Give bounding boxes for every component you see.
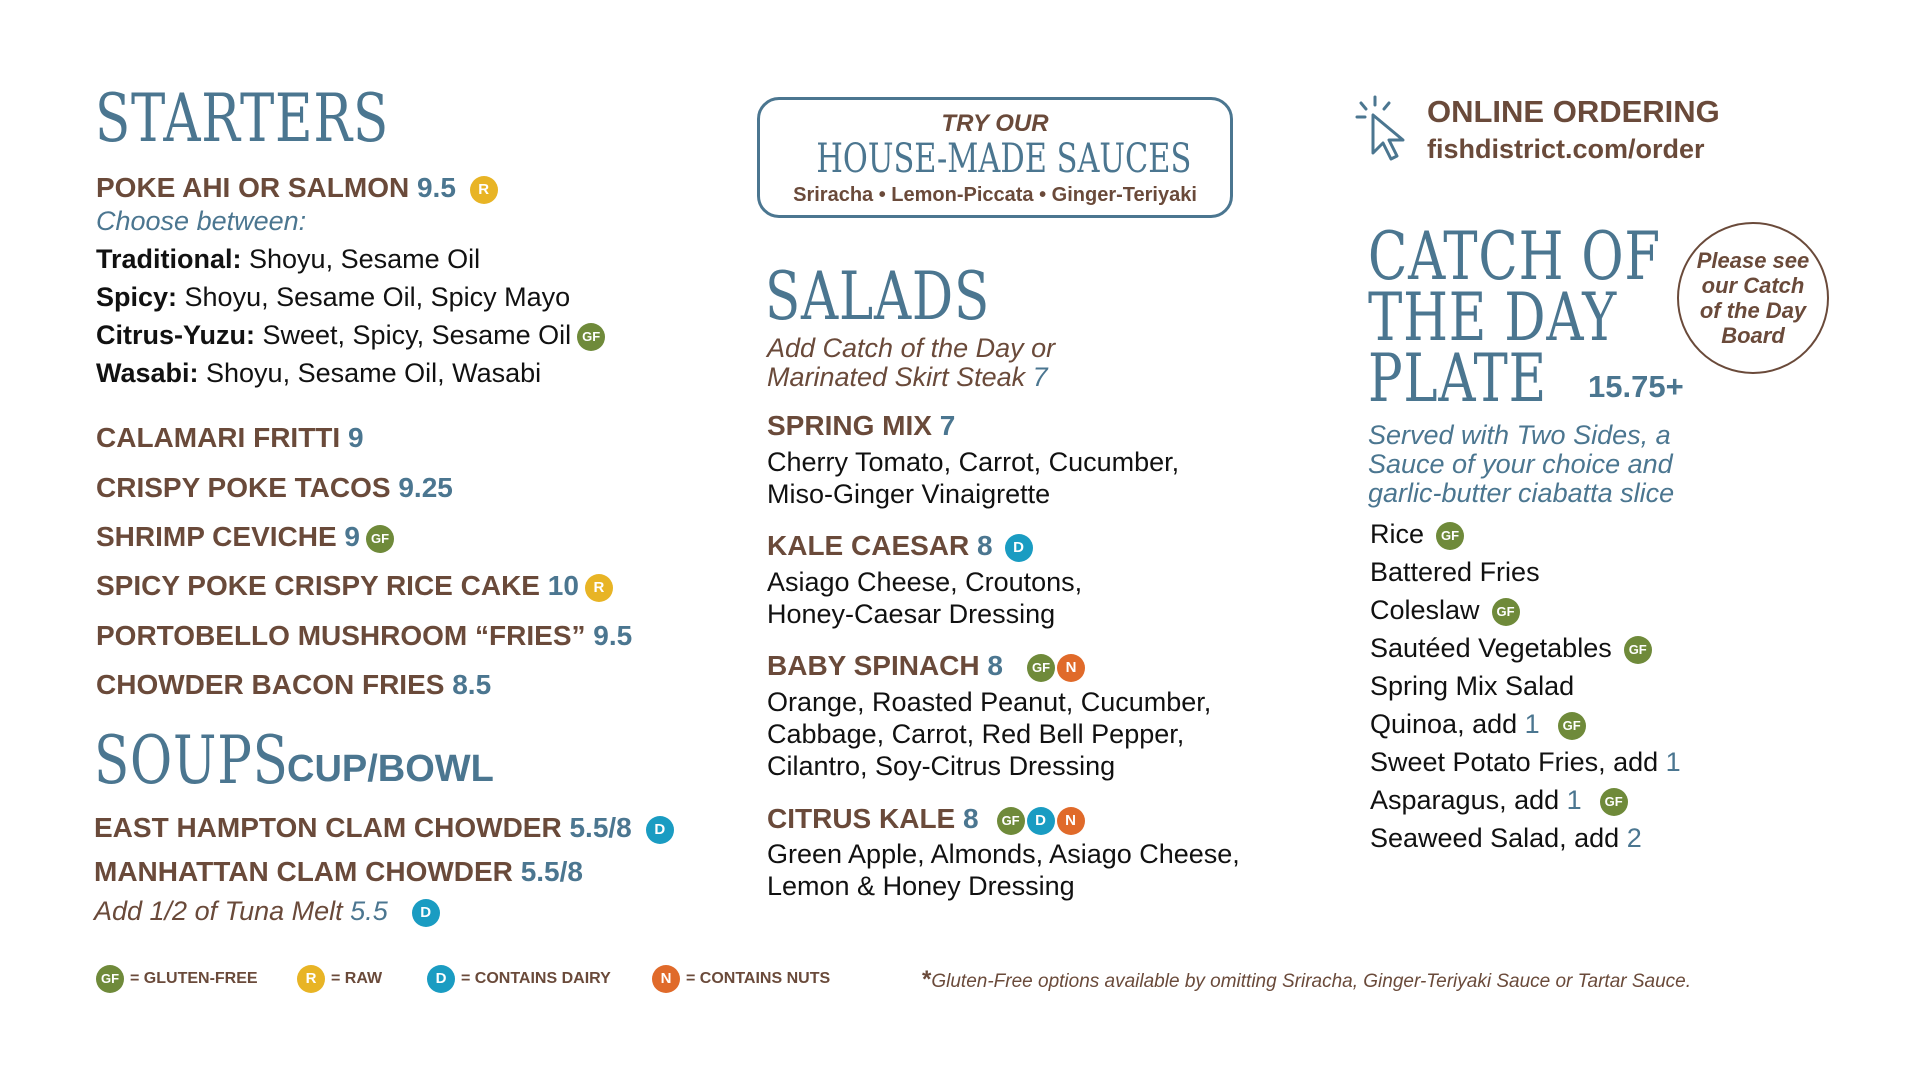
gf-badge-icon: GF [1492,598,1520,626]
gf-footnote: *Gluten-Free options available by omitting Sriracha, Ginger-Teriyaki Sauce or Tartar Sauce. [922,966,1692,993]
legend-gf: GF = GLUTEN-FREE [96,965,258,993]
starter-item-rice-cake: SPICY POKE CRISPY RICE CAKE 10 R [96,570,613,602]
salad-desc: Honey-Caesar Dressing [767,599,1056,629]
poke-option-spicy: Spicy: Shoyu, Sesame Oil, Spicy Mayo [96,282,571,312]
poke-price: 9.5 [416,172,456,203]
salads-note-1: Add Catch of the Day or [767,333,1056,363]
raw-badge-icon: R [585,574,613,602]
poke-choose: Choose between: [96,206,307,236]
starter-item-ceviche: SHRIMP CEVICHE 9 GF [96,521,394,553]
poke-option-wasabi: Wasabi: Shoyu, Sesame Oil, Wasabi [96,358,542,388]
side-item: Sweet Potato Fries, add 1 [1370,747,1681,777]
starter-item-bacon-fries: CHOWDER BACON FRIES 8.5 [96,669,492,700]
dairy-badge-icon: D [1005,534,1033,562]
side-item: Seaweed Salad, add 2 [1370,823,1642,853]
legend-nuts: N = CONTAINS NUTS [652,965,830,993]
soup-addon: Add 1/2 of Tuna Melt 5.5 D [94,896,440,927]
soup-item-manhattan: MANHATTAN CLAM CHOWDER 5.5/8 [94,856,583,887]
salad-item-spring-mix: SPRING MIX 7 [767,410,956,441]
side-item: Rice GF [1370,519,1464,550]
salad-desc: Asiago Cheese, Croutons, [767,567,1083,597]
cursor-click-icon [1355,95,1415,170]
catch-price: 15.75+ [1588,369,1684,404]
sauces-title: HOUSE-MADE SAUCES [816,136,1192,182]
soup-item-east-hampton: EAST HAMPTON CLAM CHOWDER 5.5/8 D [94,812,674,844]
salad-desc: Lemon & Honey Dressing [767,871,1075,901]
side-item: Spring Mix Salad [1370,671,1575,701]
dairy-badge-icon: D [646,816,674,844]
legend-dairy: D = CONTAINS DAIRY [427,965,611,993]
gf-badge-icon: GF [1027,654,1055,682]
catch-title-3: PLATE [1368,340,1548,417]
gf-badge-icon: GF [997,807,1025,835]
salad-desc: Cabbage, Carrot, Red Bell Pepper, [767,719,1185,749]
dairy-badge-icon: D [1027,807,1055,835]
catch-title-2: THE DAY [1368,279,1617,356]
starter-item-tacos: CRISPY POKE TACOS 9.25 [96,472,453,503]
nuts-badge-icon: N [652,965,680,993]
sauces-box [757,97,1233,218]
gf-badge-icon: GF [1436,522,1464,550]
soups-subtitle: CUP/BOWL [287,748,494,790]
gf-badge-icon: GF [1624,636,1652,664]
salad-desc: Miso-Ginger Vinaigrette [767,479,1051,509]
starter-item-mushroom: PORTOBELLO MUSHROOM “FRIES” 9.5 [96,620,633,651]
dairy-badge-icon: D [412,899,440,927]
starter-item-calamari: CALAMARI FRITTI 9 [96,422,364,453]
salad-item-baby-spinach: BABY SPINACH 8 GF N [767,650,1085,682]
salads-note-2: Marinated Skirt Steak 7 [767,362,1048,392]
salad-item-kale-caesar: KALE CAESAR 8 D [767,530,1033,562]
gf-badge-icon: GF [1558,712,1586,740]
online-ordering-url[interactable]: fishdistrict.com/order [1427,134,1705,164]
sauces-try: TRY OUR [941,110,1049,137]
dairy-badge-icon: D [427,965,455,993]
sauces-list: Sriracha • Lemon-Piccata • Ginger-Teriyaki [793,184,1197,206]
poke-option-traditional: Traditional: Shoyu, Sesame Oil [96,244,481,274]
salad-desc: Orange, Roasted Peanut, Cucumber, [767,687,1212,717]
gf-badge-icon: GF [96,965,124,993]
side-item: Sautéed Vegetables GF [1370,633,1652,664]
catch-board-circle: Please see our Catch of the Day Board [1677,222,1829,374]
catch-served-2: Sauce of your choice and [1368,449,1673,479]
raw-badge-icon: R [470,176,498,204]
soups-title: SOUPS [94,722,289,799]
salad-desc: Cherry Tomato, Carrot, Cucumber, [767,447,1180,477]
salads-title: SALADS [765,258,991,335]
side-item: Battered Fries [1370,557,1540,587]
poke-option-citrus: Citrus-Yuzu: Sweet, Spicy, Sesame Oil GF [96,320,605,351]
poke-name: POKE AHI OR SALMON [96,172,410,203]
nuts-badge-icon: N [1057,807,1085,835]
raw-badge-icon: R [297,965,325,993]
online-ordering-label: ONLINE ORDERING [1427,94,1720,129]
side-item: Quinoa, add 1 GF [1370,709,1586,740]
poke-item [96,172,498,204]
catch-served-3: garlic-butter ciabatta slice [1368,478,1675,508]
starters-title: STARTERS [95,80,390,157]
catch-title-1: CATCH OF [1368,218,1661,295]
nuts-badge-icon: N [1057,654,1085,682]
side-item: Coleslaw GF [1370,595,1520,626]
legend-raw: R = RAW [297,965,382,993]
gf-badge-icon: GF [366,525,394,553]
gf-badge-icon: GF [1600,788,1628,816]
side-item: Asparagus, add 1 GF [1370,785,1628,816]
salad-item-citrus-kale: CITRUS KALE 8 GF D N [767,803,1085,835]
catch-served-1: Served with Two Sides, a [1368,420,1671,450]
salad-desc: Cilantro, Soy-Citrus Dressing [767,751,1116,781]
salad-desc: Green Apple, Almonds, Asiago Cheese, [767,839,1240,869]
gf-badge-icon: GF [577,323,605,351]
